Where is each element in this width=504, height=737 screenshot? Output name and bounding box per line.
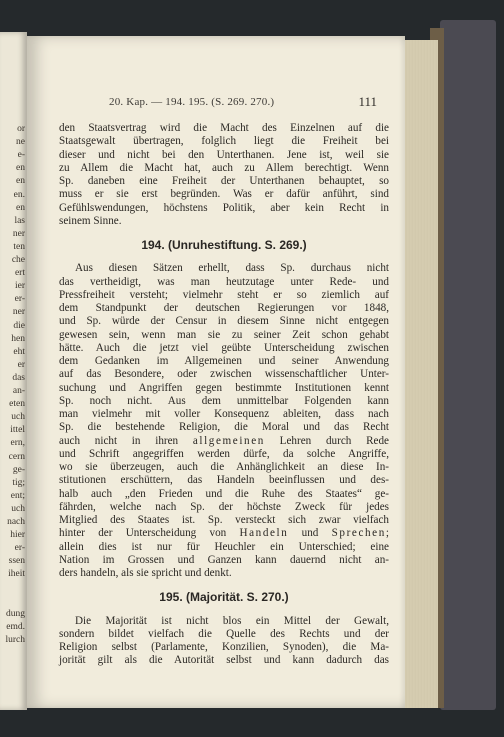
previous-page-line-fragment: eten (9, 399, 25, 410)
previous-page-line-fragment: nach (7, 517, 25, 527)
text-line: Gefühlswendungen, höchstens Politik, aber kein Recht in (59, 201, 389, 214)
previous-page-line-fragment: ssen (8, 556, 25, 567)
previous-page-line-fragment: las (14, 215, 25, 226)
section-194-paragraph-cont (59, 448, 389, 528)
text-line: suchung und Angriffen gegen bestimmte Institutionen kennt (59, 381, 389, 394)
text-line: halb auch „den Frieden und die Ruhe des Staates“ ge- (59, 487, 389, 500)
text-line: man vielmehr mit voller Konsequenz ableiten, dass nach (59, 408, 389, 420)
previous-page-line-fragment: lurch (5, 634, 25, 645)
previous-page-line-fragment: iheit (8, 569, 25, 580)
text-line: und Schrift angegriffen werden dürfe, da solche Angriffe, (59, 447, 389, 460)
text-line: allein dies ist nur für Heuchler ein Unterschied; eine (59, 540, 389, 553)
text-line: seinem Sinne. (59, 214, 122, 227)
text-line: Religion selbst (Parlamente, Konzilien, Synoden), die Ma- (59, 641, 389, 653)
previous-page-line-fragment: ner (12, 307, 25, 318)
text-line: ders handeln, als sie spricht und denkt. (59, 567, 232, 579)
previous-page-line-fragment: e- (17, 150, 25, 161)
section-195-paragraph (59, 615, 389, 668)
text-line: Staatsgewalt übertragen, folglich liegt die Freiheit bei (59, 135, 389, 148)
intro-paragraph (59, 122, 389, 228)
previous-page-line-fragment: or (17, 124, 25, 134)
text-line: Mitglied des Staates ist. Sp. versteckt sich zwar vielfach (59, 514, 389, 526)
book-cover (440, 20, 496, 710)
previous-page-line-fragment: ge- (12, 464, 25, 475)
text-line: zu Allem die Macht hat, auch zu Allem berechtigt. Wenn (59, 161, 389, 174)
previous-page-line-fragment: ittel (10, 425, 25, 436)
text-line: und Sp. würde der Censur in diesem Sinne nicht entgegen (59, 315, 389, 328)
previous-page-line-fragment: en (16, 202, 25, 213)
text-line: dem Standpunkt der deutschen Regierungen vor 1848, (59, 302, 389, 314)
running-head: 20. Kap. — 194. 195. (S. 269. 270.) (109, 96, 275, 108)
text-line: hinter der Unterscheidung von Handeln und Sprechen; (59, 527, 390, 540)
text-line: Sp. daneben eine Freiheit der Unterthanen behauptet, so (59, 175, 389, 187)
previous-page-line-fragment: che (11, 255, 25, 265)
previous-page-line-fragment: er- (14, 294, 25, 305)
text-line: muss er sie erst begründen. Was er dafür anführt, sind (59, 188, 389, 201)
previous-page-line-fragment: eht (13, 346, 25, 357)
page-body (59, 122, 389, 668)
previous-page-line-fragment: uch (11, 412, 25, 423)
text-line: Nation im Grossen und Ganzen kann dauernd nicht an- (59, 553, 389, 566)
text-line: Sp. die bestehende Religion, die Moral und das Recht (59, 421, 389, 434)
text-line: das vertheidigt, was man heutzutage unter Rede- und (59, 275, 389, 288)
previous-page-line-fragment: hier (10, 530, 25, 541)
text-line: stitutionen erschüttern, das Handeln beeinflussen und des- (59, 474, 389, 487)
section-194-paragraph-end (59, 541, 389, 581)
previous-page-line-fragment: uch (11, 503, 25, 514)
text-line: fährden, welche nach Sp. der höchste Zweck für jedes (59, 500, 389, 513)
previous-page-line-fragment: cern (8, 451, 25, 462)
previous-page-line-fragment: tig; (12, 477, 25, 488)
previous-page-line-fragment: er- (14, 543, 25, 554)
previous-page-line-fragment: die (13, 320, 25, 331)
page-edges (400, 40, 438, 708)
previous-page-line-fragment: en (16, 163, 25, 174)
previous-page-line-fragment: en. (13, 189, 25, 200)
book-page (27, 36, 405, 708)
text-line: hätte. Auch die jetzt viel geübte Unterscheidung zwischen (59, 341, 389, 354)
text-line: jorität gilt als die Autorität selbst und kann dadurch das (59, 654, 389, 667)
previous-page-line-fragment: das (12, 372, 25, 383)
previous-page-fragment (0, 32, 27, 710)
previous-page-line-fragment: ert (14, 268, 25, 279)
text-line: auf das Besondere, oder zwischen wissenschaftlicher Unter- (59, 368, 389, 381)
previous-page-line-fragment: dung (6, 608, 25, 619)
previous-page-line-fragment: ier (14, 281, 25, 292)
text-line: den Staatsvertrag wird die Macht des Einzelnen auf die (59, 122, 389, 134)
previous-page-line-fragment: emd. (6, 621, 25, 632)
text-line: dieser und nicht bei den Unterthanen. Jene ist, weil sie (59, 148, 389, 161)
previous-page-line-fragment: en (16, 176, 25, 187)
text-line: Die Majorität ist nicht blos ein Mittel der Gewalt, (75, 614, 389, 627)
previous-page-line-fragment: ne (16, 137, 25, 148)
text-line: dem Gedanken im Allgemeinen und seiner Anwendung (59, 355, 389, 367)
section-heading-195: 195. (Majorität. S. 270.) (159, 590, 289, 605)
text-line: wo sie überzeugen, auch die Anhänglichkeit an diese In- (59, 461, 389, 473)
previous-page-line-fragment: ern, (10, 438, 25, 449)
previous-page-line-fragment: an- (12, 386, 25, 396)
text-line: auch nicht in ihren allgemeinen Lehren durch Rede (59, 434, 389, 447)
text-line: Aus diesen Sätzen erhellt, dass Sp. durchaus nicht (75, 262, 389, 275)
text-line: Sp. noch nicht. Aus dem unmittelbar Folgenden kann (59, 394, 389, 407)
previous-page-line-fragment: ner (12, 228, 25, 239)
previous-page-line-fragment: ent; (10, 490, 25, 501)
text-line: gewesen sein, wenn man sie zu seiner Zeit schon gehabt (59, 328, 389, 341)
section-heading-194: 194. (Unruhestiftung. S. 269.) (141, 238, 307, 252)
previous-page-line-fragment: er (17, 359, 25, 370)
section-194-paragraph (59, 262, 389, 434)
previous-page-line-fragment: hen (11, 333, 25, 344)
page-number: 111 (358, 94, 377, 109)
text-line: Pressfreiheit versteht; vielmehr steht er so ziemlich auf (59, 288, 389, 301)
text-line: sondern bildet vielfach die Quelle des Rechts und der (59, 627, 389, 640)
previous-page-line-fragment: ten (13, 241, 25, 252)
